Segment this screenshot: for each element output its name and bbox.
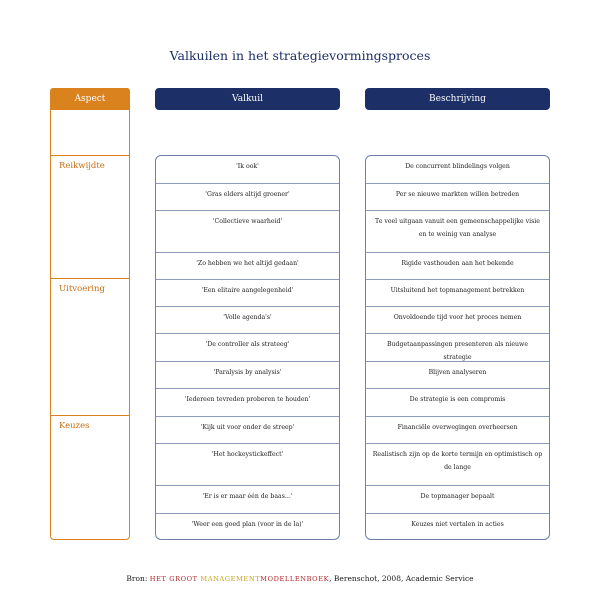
beschrijving-cell: Per se nieuwe markten willen betreden bbox=[366, 184, 549, 211]
aspect-divider bbox=[51, 278, 129, 279]
beschrijving-cell: De strategie is een compromis bbox=[366, 389, 549, 417]
valkuil-cell: 'Gras elders altijd groener' bbox=[156, 184, 339, 211]
beschrijving-cell: Uitsluitend het topmanagement betrekken bbox=[366, 280, 549, 307]
valkuil-cell: 'Volle agenda's' bbox=[156, 307, 339, 334]
beschrijving-cell: Keuzes niet vertalen in acties bbox=[411, 521, 504, 528]
header-beschrijving: Beschrijving bbox=[365, 88, 550, 110]
valkuil-cell: 'Paralysis by analysis' bbox=[156, 362, 339, 389]
valkuil-cell: 'De controller als strateeg' bbox=[156, 334, 339, 362]
aspect-column bbox=[50, 110, 130, 540]
beschrijving-cell: De concurrent blindelings volgen bbox=[366, 156, 549, 184]
valkuil-cell: 'Weer een goed plan (voor in de la)' bbox=[191, 521, 304, 528]
valkuil-cell: 'Iedereen tevreden proberen te houden' bbox=[156, 389, 339, 417]
aspect-divider bbox=[51, 155, 129, 156]
beschrijving-cell: Te veel uitgaan vanuit een gemeenschappelijke visie en te weinig van analyse bbox=[366, 211, 549, 253]
header-aspect: Aspect bbox=[50, 88, 130, 110]
footer-prefix: Bron: bbox=[126, 574, 150, 583]
footer-suffix: , Berenschot, 2008, Academic Service bbox=[329, 574, 474, 583]
footer-book-part3: MODELLENBOEK bbox=[260, 575, 330, 583]
valkuil-cell: 'Het hockeystickeffect' bbox=[156, 444, 339, 486]
valkuil-cell: 'Zo hebben we het altijd gedaan' bbox=[156, 253, 339, 280]
valkuil-cell: 'Kijk uit voor onder de streep' bbox=[156, 417, 339, 444]
valkuil-column bbox=[155, 155, 340, 540]
aspect-label-reikwijdte: Reikwijdte bbox=[59, 161, 105, 171]
footer-book-part2: MANAGEMENT bbox=[200, 575, 261, 583]
beschrijving-cell: Rigide vasthouden aan het bekende bbox=[366, 253, 549, 280]
page-title: Valkuilen in het strategievormingsproces bbox=[169, 48, 431, 63]
beschrijving-cell: Budgetaanpassingen presenteren als nieuwe strategie bbox=[366, 334, 549, 362]
source-footer bbox=[0, 574, 600, 583]
header-valkuil: Valkuil bbox=[155, 88, 340, 110]
beschrijving-cell: Onvoldoende tijd voor het proces nemen bbox=[366, 307, 549, 334]
footer-book-part1: HET GROOT bbox=[149, 575, 201, 583]
beschrijving-cell: Blijven analyseren bbox=[366, 362, 549, 389]
valkuil-cell: 'Ik ook' bbox=[156, 156, 339, 184]
valkuil-cell: 'Er is er maar één de baas...' bbox=[156, 486, 339, 514]
beschrijving-cell: Financiële overwegingen overheersen bbox=[366, 417, 549, 444]
aspect-label-uitvoering: Uitvoering bbox=[59, 284, 105, 294]
beschrijving-cell: Realistisch zijn op de korte termijn en optimistisch op de lange bbox=[366, 444, 549, 486]
beschrijving-column bbox=[365, 155, 550, 540]
valkuil-cell: 'Collectieve waarheid' bbox=[156, 211, 339, 253]
aspect-label-keuzes: Keuzes bbox=[59, 421, 90, 431]
beschrijving-cell: De topmanager bepaalt bbox=[366, 486, 549, 514]
valkuil-cell: 'Een elitaire aangelegenheid' bbox=[156, 280, 339, 307]
aspect-divider bbox=[51, 415, 129, 416]
